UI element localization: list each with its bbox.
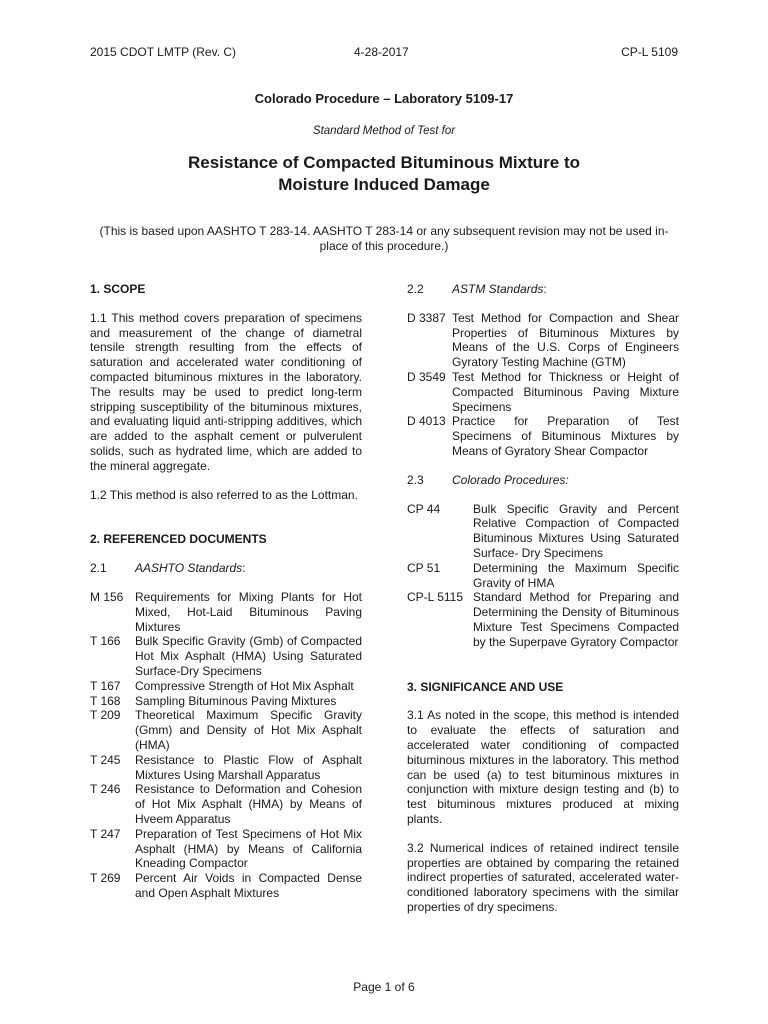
reference-item bbox=[90, 708, 362, 752]
reference-code: D 4013 bbox=[407, 414, 446, 429]
reference-item bbox=[407, 502, 679, 561]
reference-code: D 3387 bbox=[407, 310, 446, 325]
subtitle: Standard Method of Test for bbox=[312, 125, 456, 137]
reference-code: M 156 bbox=[90, 589, 124, 604]
section-label: AASHTO Standards bbox=[135, 561, 243, 576]
reference-desc: Bulk Specific Gravity (Gmb) of Compacted Hot Mix Asphalt (HMA) Using Saturated Surface-Dry Specimens bbox=[135, 634, 362, 678]
reference-code: T 166 bbox=[90, 634, 121, 649]
reference-code: CP 44 bbox=[407, 501, 441, 516]
section-number: 2.3 bbox=[407, 472, 424, 487]
significance-heading: 3. SIGNIFICANCE AND USE bbox=[407, 679, 564, 694]
scope-paragraph-2: 1.2 This method is also referred to as the Lottman. bbox=[90, 487, 358, 502]
significance-paragraph-1: 3.1 As noted in the scope, this method is intended to evaluate the effects of saturation and accelerated water conditioning of compacted bituminous mixtures in the laboratory. This method can be used (a) to test bituminous mixtures in conjunction with mixture design testing and (b) to test bituminous mixtures produced at mixing plants. bbox=[407, 708, 679, 826]
document-title-line1: Resistance of Compacted Bituminous Mixture to bbox=[188, 153, 580, 172]
astm-list bbox=[407, 311, 679, 459]
procedure-title: Colorado Procedure – Laboratory 5109-17 bbox=[254, 91, 514, 106]
reference-item bbox=[407, 311, 679, 370]
reference-item bbox=[90, 782, 362, 826]
section-label: ASTM Standards bbox=[452, 282, 544, 296]
reference-desc: Test Method for Compaction and Shear Properties of Bituminous Mixtures by Means of the U.S. Corps of Engineers Gyratory Testing Machine (GTM) bbox=[452, 310, 679, 370]
reference-desc: Theoretical Maximum Specific Gravity (Gmm) and Density of Hot Mix Asphalt (HMA) bbox=[135, 708, 362, 752]
reference-item bbox=[90, 679, 362, 694]
reference-item bbox=[407, 370, 679, 414]
reference-desc: Resistance to Plastic Flow of Asphalt Mixtures Using Marshall Apparatus bbox=[135, 752, 362, 782]
document-title-line2: Moisture Induced Damage bbox=[278, 175, 490, 194]
reference-item bbox=[90, 694, 362, 709]
left-column bbox=[90, 282, 362, 901]
right-column bbox=[407, 282, 679, 915]
section-2-2: 2.2 ASTM Standards : bbox=[407, 282, 547, 296]
scope-paragraph-1: 1.1 This method covers preparation of specimens and measurement of the change of diametral tensile strength resulting from the effects of saturation and accelerated water conditioning of compacted bituminous mixtures in the laboratory. The results may be used to predict long-term stripping susceptibility of the bituminous mixtures, and evaluating liquid anti-stripping additives, which are added to the asphalt cement or pulverulent solids, such as hydrated lime, which are added to the mineral aggregate. bbox=[90, 310, 362, 473]
reference-item bbox=[90, 753, 362, 783]
reference-desc: Percent Air Voids in Compacted Dense and Open Asphalt Mixtures bbox=[135, 871, 362, 900]
header-right: CP-L 5109 bbox=[621, 45, 678, 59]
reference-desc: Sampling Bituminous Paving Mixtures bbox=[135, 693, 337, 708]
referenced-documents-heading: 2. REFERENCED DOCUMENTS bbox=[90, 532, 267, 547]
reference-item bbox=[90, 827, 362, 871]
section-2-3 bbox=[407, 473, 679, 488]
reference-code: CP-L 5115 bbox=[407, 590, 464, 605]
header-date: 4-28-2017 bbox=[354, 45, 409, 59]
reference-desc: Preparation of Test Specimens of Hot Mix Asphalt (HMA) by Means of California Kneading Compactor bbox=[135, 826, 362, 871]
reference-code: T 168 bbox=[90, 693, 121, 708]
reference-code: CP 51 bbox=[407, 560, 441, 575]
reference-desc: Bulk Specific Gravity and Percent Relative Compaction of Compacted Bituminous Mixtures Using Saturated Surface- Dry Specimens bbox=[473, 501, 679, 560]
reference-desc: Compressive Strength of Hot Mix Asphalt bbox=[135, 678, 354, 693]
reference-code: T 247 bbox=[90, 826, 121, 841]
reference-code: T 245 bbox=[90, 752, 121, 767]
section-number: 2.2 bbox=[407, 282, 424, 296]
section-2-1: 2.1 AASHTO Standards : bbox=[90, 561, 246, 576]
reference-item bbox=[90, 871, 362, 901]
reference-desc: Test Method for Thickness or Height of Compacted Bituminous Paving Mixture Specimens bbox=[452, 369, 679, 414]
document-title bbox=[0, 152, 768, 196]
reference-code: T 167 bbox=[90, 678, 121, 693]
scope-heading: 1. SCOPE bbox=[90, 282, 146, 296]
page-number: Page 1 of 6 bbox=[353, 980, 415, 994]
basis-note: (This is based upon AASHTO T 283-14. AASHTO T 283-14 or any subsequent revision may not be used in-place of this procedure.) bbox=[99, 224, 669, 253]
reference-code: T 209 bbox=[90, 708, 121, 723]
reference-desc: Determining the Maximum Specific Gravity of HMA bbox=[473, 560, 679, 590]
reference-code: T 269 bbox=[90, 871, 121, 886]
reference-item bbox=[407, 414, 679, 458]
reference-code: T 246 bbox=[90, 782, 121, 797]
header-left: 2015 CDOT LMTP (Rev. C) bbox=[90, 45, 237, 59]
colorado-list bbox=[407, 502, 679, 650]
reference-desc: Practice for Preparation of Test Specimens of Bituminous Mixtures by Means of Gyratory Shear Compactor bbox=[452, 414, 679, 458]
reference-desc: Resistance to Deformation and Cohesion of Hot Mix Asphalt (HMA) by Means of Hveem Apparatus bbox=[135, 782, 362, 826]
reference-item bbox=[407, 590, 679, 649]
section-number: 2.1 bbox=[90, 561, 107, 576]
reference-item bbox=[407, 561, 679, 591]
reference-item bbox=[90, 590, 362, 634]
section-label: Colorado Procedures: bbox=[452, 472, 569, 487]
reference-desc: Standard Method for Preparing and Determining the Density of Bituminous Mixture Test Specimens Compacted by the Superpave Gyratory Compactor bbox=[473, 590, 679, 649]
reference-code: D 3549 bbox=[407, 369, 446, 384]
reference-desc: Requirements for Mixing Plants for Hot Mixed, Hot-Laid Bituminous Paving Mixtures bbox=[135, 589, 362, 634]
significance-paragraph-2: 3.2 Numerical indices of retained indirect tensile properties are obtained by comparing the retained indirect properties of saturated, accelerated water-conditioned laboratory specimens with the similar properties of dry specimens. bbox=[407, 840, 679, 914]
aashto-list bbox=[90, 590, 362, 901]
reference-item bbox=[90, 634, 362, 678]
